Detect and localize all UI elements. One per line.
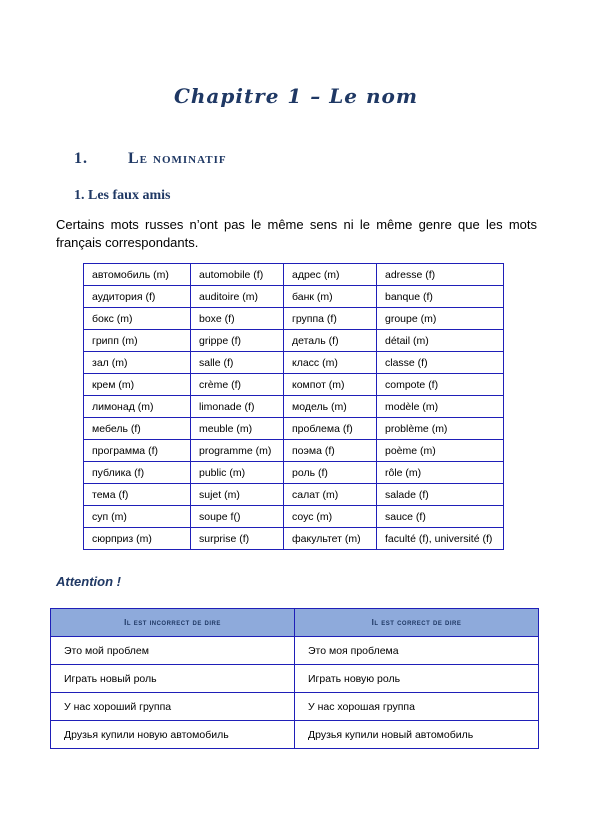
russian-word-cell: факультет (m): [284, 528, 377, 550]
russian-word-cell: проблема (f): [284, 418, 377, 440]
french-word-cell: adresse (f): [377, 264, 504, 286]
table-row: [84, 330, 504, 352]
table-row: [84, 484, 504, 506]
russian-word-cell: поэма (f): [284, 440, 377, 462]
section-heading: [74, 150, 227, 168]
french-word-cell: auditoire (m): [191, 286, 284, 308]
french-word-cell: grippe (f): [191, 330, 284, 352]
russian-word-cell: сюрприз (m): [84, 528, 191, 550]
table-row: [84, 440, 504, 462]
russian-word-cell: соус (m): [284, 506, 377, 528]
russian-word-cell: банк (m): [284, 286, 377, 308]
russian-word-cell: адрес (m): [284, 264, 377, 286]
french-word-cell: salade (f): [377, 484, 504, 506]
section-number: 1.: [74, 150, 88, 167]
russian-word-cell: суп (m): [84, 506, 191, 528]
french-word-cell: modèle (m): [377, 396, 504, 418]
russian-word-cell: крем (m): [84, 374, 191, 396]
russian-word-cell: модель (m): [284, 396, 377, 418]
incorrect-sentence-cell: Друзья купили новую автомобиль: [51, 721, 295, 749]
correct-sentence-cell: Друзья купили новый автомобиль: [295, 721, 539, 749]
russian-word-cell: компот (m): [284, 374, 377, 396]
french-word-cell: boxe (f): [191, 308, 284, 330]
french-word-cell: soupe f(): [191, 506, 284, 528]
russian-word-cell: тема (f): [84, 484, 191, 506]
header-correct: Il est correct de dire: [295, 609, 539, 637]
french-word-cell: surprise (f): [191, 528, 284, 550]
russian-word-cell: класс (m): [284, 352, 377, 374]
french-word-cell: classe (f): [377, 352, 504, 374]
table-row: [51, 721, 539, 749]
table-row: [84, 374, 504, 396]
page-title: Chapitre 1 – Le nom: [173, 84, 419, 108]
header-incorrect: Il est incorrect de dire: [51, 609, 295, 637]
section-title: Le nominatif: [128, 150, 227, 167]
russian-word-cell: публика (f): [84, 462, 191, 484]
french-word-cell: sauce (f): [377, 506, 504, 528]
french-word-cell: poème (m): [377, 440, 504, 462]
russian-word-cell: мебель (f): [84, 418, 191, 440]
table-row: [84, 396, 504, 418]
french-word-cell: détail (m): [377, 330, 504, 352]
intro-paragraph: Certains mots russes n’ont pas le même sens ni le même genre que les mots français correspondants.: [56, 217, 537, 250]
russian-word-cell: салат (m): [284, 484, 377, 506]
incorrect-sentence-cell: У нас хороший группа: [51, 693, 295, 721]
russian-word-cell: группа (f): [284, 308, 377, 330]
table-row: [51, 693, 539, 721]
russian-word-cell: деталь (f): [284, 330, 377, 352]
french-word-cell: faculté (f), université (f): [377, 528, 504, 550]
russian-word-cell: роль (f): [284, 462, 377, 484]
table-row: [84, 352, 504, 374]
table-row: [84, 264, 504, 286]
french-word-cell: public (m): [191, 462, 284, 484]
errors-header-row: [51, 609, 539, 637]
incorrect-sentence-cell: Это мой проблем: [51, 637, 295, 665]
table-row: [51, 665, 539, 693]
errors-table: [50, 608, 539, 749]
correct-sentence-cell: У нас хорошая группа: [295, 693, 539, 721]
french-word-cell: crème (f): [191, 374, 284, 396]
french-word-cell: sujet (m): [191, 484, 284, 506]
table-row: [84, 506, 504, 528]
french-word-cell: limonade (f): [191, 396, 284, 418]
incorrect-sentence-cell: Играть новый роль: [51, 665, 295, 693]
french-word-cell: salle (f): [191, 352, 284, 374]
russian-word-cell: грипп (m): [84, 330, 191, 352]
russian-word-cell: зал (m): [84, 352, 191, 374]
french-word-cell: meuble (m): [191, 418, 284, 440]
subsection-heading: 1. Les faux amis: [74, 188, 171, 203]
table-row: [84, 418, 504, 440]
french-word-cell: compote (f): [377, 374, 504, 396]
russian-word-cell: бокс (m): [84, 308, 191, 330]
correct-sentence-cell: Играть новую роль: [295, 665, 539, 693]
table-row: [84, 462, 504, 484]
french-word-cell: problème (m): [377, 418, 504, 440]
russian-word-cell: лимонад (m): [84, 396, 191, 418]
french-word-cell: banque (f): [377, 286, 504, 308]
table-row: [84, 286, 504, 308]
table-row: [84, 528, 504, 550]
french-word-cell: rôle (m): [377, 462, 504, 484]
russian-word-cell: автомобиль (m): [84, 264, 191, 286]
correct-sentence-cell: Это моя проблема: [295, 637, 539, 665]
faux-amis-table: [83, 263, 504, 550]
french-word-cell: programme (m): [191, 440, 284, 462]
attention-label: Attention !: [56, 574, 121, 589]
russian-word-cell: программа (f): [84, 440, 191, 462]
russian-word-cell: аудитория (f): [84, 286, 191, 308]
french-word-cell: automobile (f): [191, 264, 284, 286]
table-row: [51, 637, 539, 665]
table-row: [84, 308, 504, 330]
french-word-cell: groupe (m): [377, 308, 504, 330]
